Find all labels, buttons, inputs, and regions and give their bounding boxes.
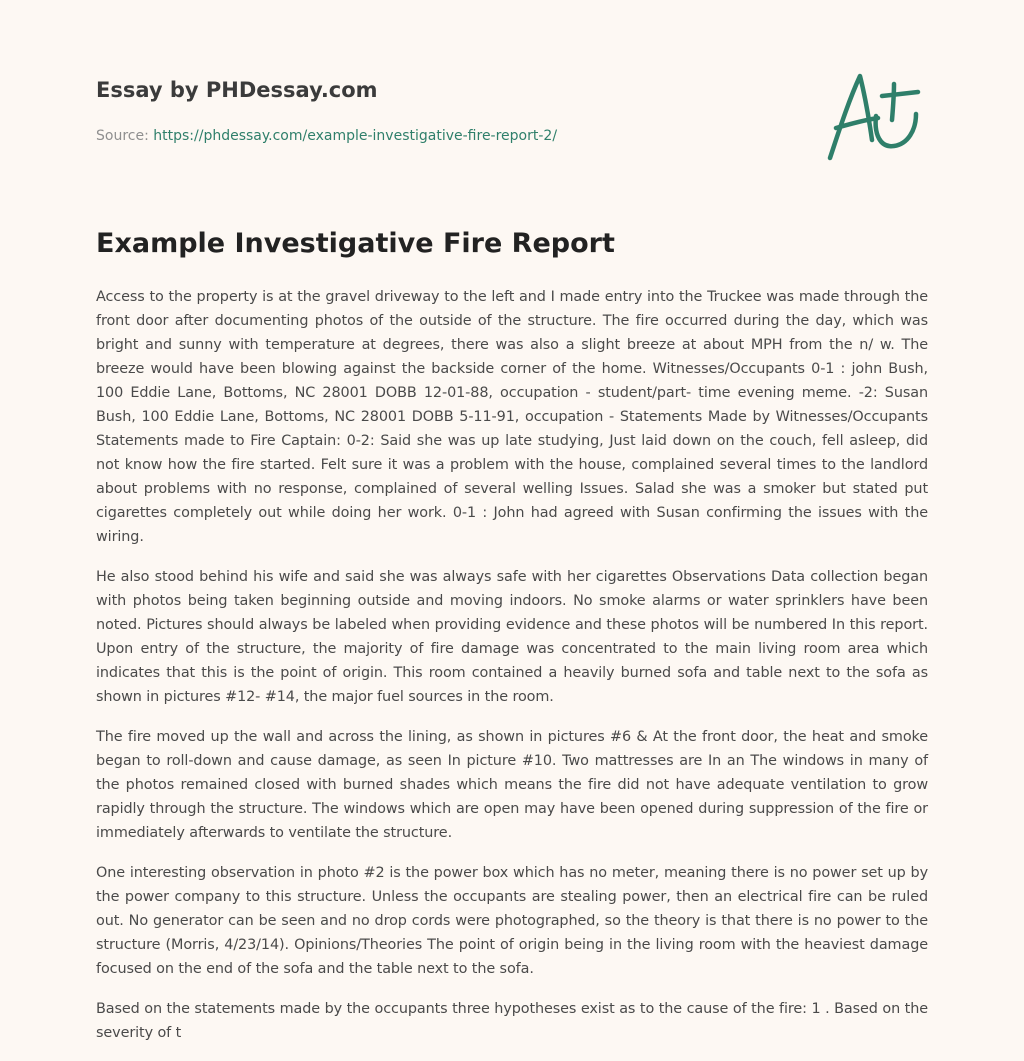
page-title: Example Investigative Fire Report	[96, 228, 615, 259]
source-label: Source:	[96, 128, 154, 144]
essay-body	[96, 285, 928, 1061]
body-paragraph: He also stood behind his wife and said she was always safe with her cigarettes Observations Data collection began with photos being taken beginning outside and moving indoors. No smoke alarms or water sprinklers have been noted. Pictures should always be labeled when providing evidence and these photos will be numbered In this report. Upon entry of the structure, the majority of fire damage was concentrated to the main living room area which indicates that this is the point of origin. This room contained a heavily burned sofa and table next to the sofa as shown in pictures #12- #14, the major fuel sources in the room.	[96, 569, 928, 705]
body-paragraph: The fire moved up the wall and across the lining, as shown in pictures #6 & At the front door, the heat and smoke began to roll-down and cause damage, as seen In picture #10. Two mattresses are In an The windows in many of the photos remained closed with burned shades which means the fire did not have adequate ventilation to grow rapidly through the structure. The windows which are open may have been opened during suppression of the fire or immediately afterwards to ventilate the structure.	[96, 729, 928, 841]
essay-header	[96, 76, 796, 146]
body-paragraph: One interesting observation in photo #2 is the power box which has no meter, meaning there is no power set up by the power company to this structure. Unless the occupants are stealing power, then an electrical fire can be ruled out. No generator can be seen and no drop cords were photographed, so the theory is that there is no power to the structure (Morris, 4/23/14). Opinions/Theories The point of origin being in the living room with the heaviest damage focused on the end of the sofa and the table next to the sofa.	[96, 865, 928, 977]
source-line	[96, 126, 796, 146]
a-plus-logo-icon	[820, 62, 930, 172]
body-paragraph: Based on the statements made by the occupants three hypotheses exist as to the cause of the fire: 1 . Based on the severity of t	[96, 1001, 928, 1041]
source-link[interactable]: https://phdessay.com/example-investigative-fire-report-2/	[153, 128, 558, 144]
site-brand: Essay by PHDessay.com	[96, 78, 378, 102]
body-paragraph: Access to the property is at the gravel driveway to the left and I made entry into the Truckee was made through the front door after documenting photos of the outside of the structure. The fire occurred during the day, which was bright and sunny with temperature at degrees, there was also a slight breeze at about MPH from the n/ w. The breeze would have been blowing against the backside corner of the home. Witnesses/Occupants 0-1 : john Bush, 100 Eddie Lane, Bottoms, NC 28001 DOBB 12-01-88, occupation - student/part- time evening meme. -2: Susan Bush, 100 Eddie Lane, Bottoms, NC 28001 DOBB 5-11-91, occupation - Statements Made by Witnesses/Occupants Statements made to Fire Captain: 0-2: Said she was up late studying, Just laid down on the couch, fell asleep, did not know how the fire started. Felt sure it was a problem with the house, complained several times to the landlord about problems with no response, complained of several welling Issues. Salad she was a smoker but stated put cigarettes completely out while doing her work. 0-1 : John had agreed with Susan confirming the issues with the wiring.	[96, 289, 928, 545]
